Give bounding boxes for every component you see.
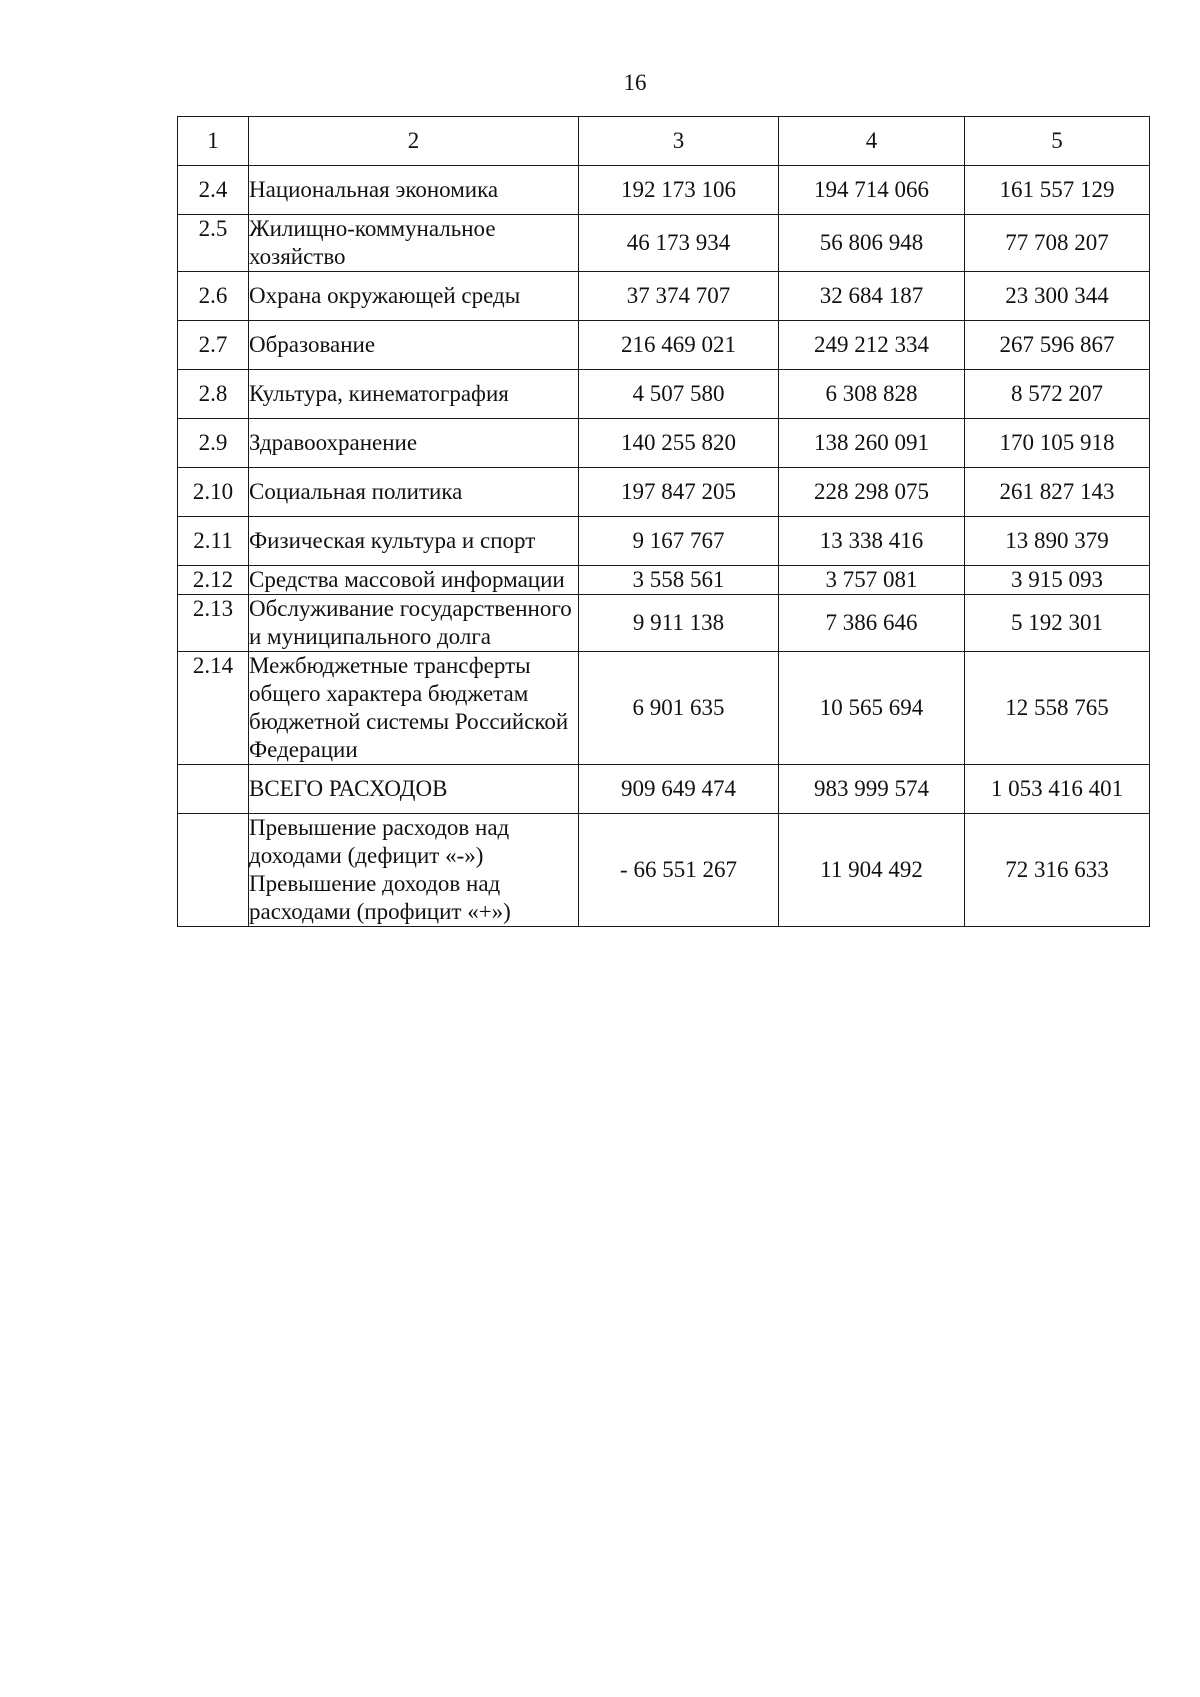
row-value-3: 216 469 021 — [579, 321, 779, 370]
row-value-4: 7 386 646 — [779, 595, 965, 652]
row-value-5: 170 105 918 — [965, 419, 1150, 468]
row-code: 2.12 — [178, 566, 249, 595]
row-value-5: 8 572 207 — [965, 370, 1150, 419]
row-value-4: 32 684 187 — [779, 272, 965, 321]
row-value-3: 197 847 205 — [579, 468, 779, 517]
row-name: Жилищно-коммунальное хозяйство — [249, 215, 579, 272]
header-col-5: 5 — [965, 117, 1150, 166]
row-value-4: 11 904 492 — [779, 814, 965, 927]
row-value-5: 13 890 379 — [965, 517, 1150, 566]
row-code: 2.6 — [178, 272, 249, 321]
header-col-1: 1 — [178, 117, 249, 166]
row-code — [178, 814, 249, 927]
row-value-5: 161 557 129 — [965, 166, 1150, 215]
row-name: Здравоохранение — [249, 419, 579, 468]
row-name: Физическая культура и спорт — [249, 517, 579, 566]
row-value-5: 3 915 093 — [965, 566, 1150, 595]
table-row — [178, 566, 1150, 595]
row-value-3: 6 901 635 — [579, 652, 779, 765]
table-header-row — [178, 117, 1150, 166]
row-value-5: 5 192 301 — [965, 595, 1150, 652]
row-value-4: 3 757 081 — [779, 566, 965, 595]
table-row — [178, 517, 1150, 566]
row-name: ВСЕГО РАСХОДОВ — [249, 765, 579, 814]
row-value-5: 72 316 633 — [965, 814, 1150, 927]
row-code: 2.13 — [178, 595, 249, 652]
table-row — [178, 321, 1150, 370]
row-code: 2.4 — [178, 166, 249, 215]
table-row — [178, 419, 1150, 468]
table-row — [178, 468, 1150, 517]
row-value-3: 909 649 474 — [579, 765, 779, 814]
row-value-4: 56 806 948 — [779, 215, 965, 272]
row-value-5: 77 708 207 — [965, 215, 1150, 272]
row-code — [178, 765, 249, 814]
row-value-4: 983 999 574 — [779, 765, 965, 814]
row-value-3: 46 173 934 — [579, 215, 779, 272]
row-name: Средства массовой информации — [249, 566, 579, 595]
table-row — [178, 595, 1150, 652]
row-code: 2.5 — [178, 215, 249, 272]
page-number: 16 — [623, 70, 647, 95]
header-col-4: 4 — [779, 117, 965, 166]
row-value-5: 1 053 416 401 — [965, 765, 1150, 814]
row-name: Обслуживание государственного и муниципального долга — [249, 595, 579, 652]
row-value-4: 138 260 091 — [779, 419, 965, 468]
row-value-3: 3 558 561 — [579, 566, 779, 595]
row-value-4: 10 565 694 — [779, 652, 965, 765]
row-value-4: 13 338 416 — [779, 517, 965, 566]
row-name: Культура, кинематография — [249, 370, 579, 419]
row-value-3: - 66 551 267 — [579, 814, 779, 927]
table-row — [178, 272, 1150, 321]
row-value-3: 9 167 767 — [579, 517, 779, 566]
row-name: Образование — [249, 321, 579, 370]
header-col-3: 3 — [579, 117, 779, 166]
row-value-3: 37 374 707 — [579, 272, 779, 321]
row-value-3: 192 173 106 — [579, 166, 779, 215]
table-row — [178, 652, 1150, 765]
row-value-4: 194 714 066 — [779, 166, 965, 215]
row-value-4: 249 212 334 — [779, 321, 965, 370]
row-value-3: 140 255 820 — [579, 419, 779, 468]
row-name: Национальная экономика — [249, 166, 579, 215]
row-name: Превышение расходов над доходами (дефицит «-») Превышение доходов над расходами (профицит «+») — [249, 814, 579, 927]
row-value-5: 23 300 344 — [965, 272, 1150, 321]
table-row-total — [178, 765, 1150, 814]
table-row-balance — [178, 814, 1150, 927]
row-code: 2.14 — [178, 652, 249, 765]
row-value-5: 261 827 143 — [965, 468, 1150, 517]
row-value-4: 228 298 075 — [779, 468, 965, 517]
row-code: 2.7 — [178, 321, 249, 370]
table-row — [178, 166, 1150, 215]
row-name: Социальная политика — [249, 468, 579, 517]
table-row — [178, 370, 1150, 419]
table-row — [178, 215, 1150, 272]
row-value-3: 4 507 580 — [579, 370, 779, 419]
row-value-5: 12 558 765 — [965, 652, 1150, 765]
budget-table — [177, 116, 1150, 927]
row-name: Охрана окружающей среды — [249, 272, 579, 321]
row-name: Межбюджетные трансферты общего характера бюджетам бюджетной системы Российской Федерации — [249, 652, 579, 765]
row-value-3: 9 911 138 — [579, 595, 779, 652]
header-col-2: 2 — [249, 117, 579, 166]
row-code: 2.11 — [178, 517, 249, 566]
row-value-4: 6 308 828 — [779, 370, 965, 419]
row-value-5: 267 596 867 — [965, 321, 1150, 370]
row-code: 2.10 — [178, 468, 249, 517]
row-code: 2.9 — [178, 419, 249, 468]
row-code: 2.8 — [178, 370, 249, 419]
